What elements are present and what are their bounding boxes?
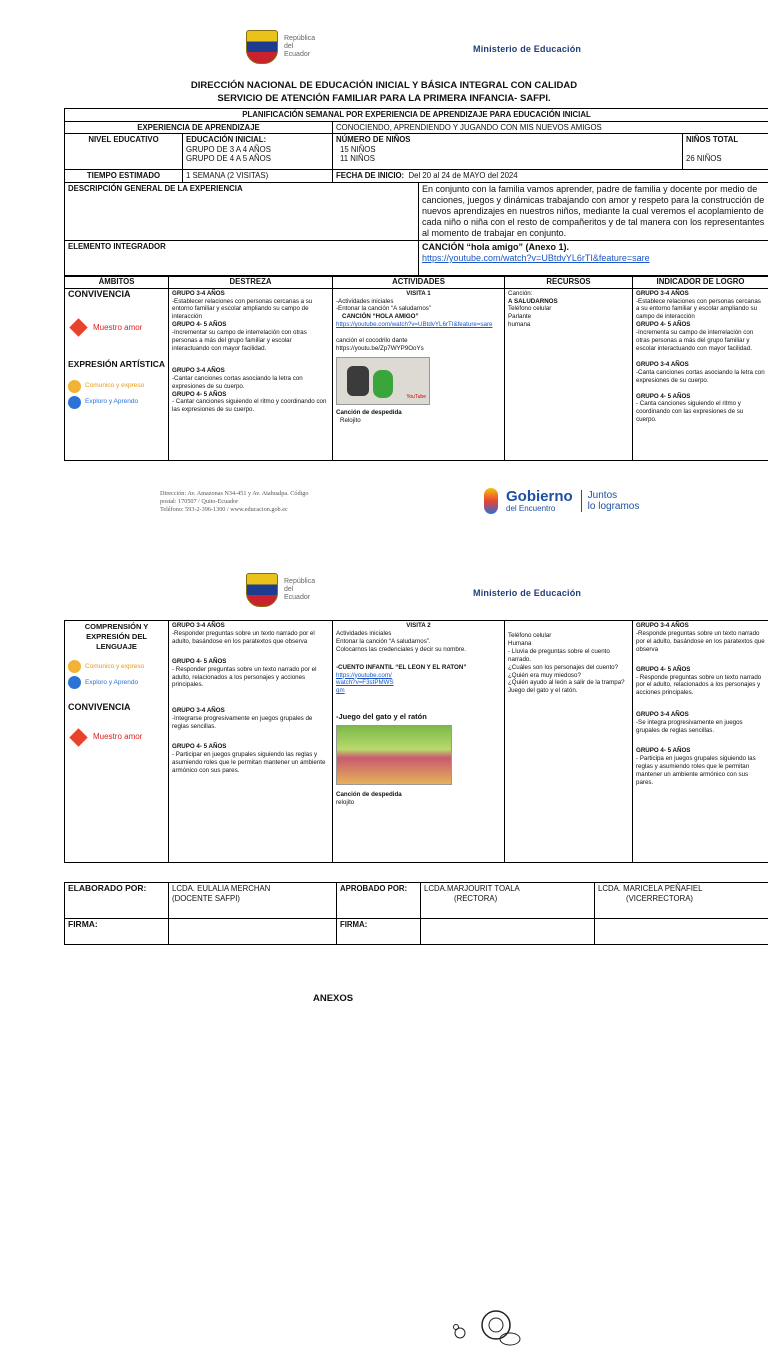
ind-h1: GRUPO 3-4 AÑOS (636, 290, 765, 298)
ministry-label: Ministerio de Educación (473, 44, 581, 54)
grupo45: GRUPO DE 4 A 5 AÑOS (186, 154, 329, 164)
aprob-label: APROBADO POR: (337, 883, 421, 919)
activities-table-2 (64, 620, 768, 863)
act-l2: -Entonar la canción “A saludarnos” (336, 305, 501, 313)
comunico-badge: Comunico y expreso (68, 380, 165, 393)
act2-l1: Actividades iniciales (336, 630, 501, 638)
act2-l6: Canción de despedida (336, 791, 501, 799)
edu-cell (183, 134, 333, 170)
ind-t4: - Canta canciones siguiendo el ritmo y coordinando con las expresiones de su cuerpo. (636, 400, 765, 424)
republic-label-2: República del Ecuador (284, 578, 320, 602)
ambito-lenguaje: COMPRENSIÓN Y EXPRESIÓN DEL LENGUAJE (68, 622, 165, 652)
ambito-convivencia-2: CONVIVENCIA (68, 703, 165, 713)
total-label: NIÑOS TOTAL (686, 135, 765, 145)
col-ambitos: ÁMBITOS (65, 276, 169, 289)
coat-of-arms-icon-2 (246, 573, 278, 607)
dest2-h3: GRUPO 3-4 AÑOS (172, 707, 329, 715)
ind2-t4: - Participa en juegos grupales siguiendo las reglas y asumiendo roles que le permitan mantener un ambiente armónico con sus pares. (636, 755, 765, 787)
act2-l7: relojito (336, 799, 501, 807)
ind2-t1: -Responde preguntas sobre un texto narrado por el adulto, basándose en los paratextos que observa (636, 630, 765, 654)
fecha-value: Del 20 al 24 de MAYO del 2024 (409, 171, 518, 180)
num-cell (333, 134, 683, 170)
act2-l4: -CUENTO INFANTIL “EL LEON Y EL RATON” (336, 664, 501, 672)
ambito-expresion: EXPRESIÓN ARTÍSTICA (68, 360, 165, 370)
dest-t3: -Cantar canciones cortas asociando la letra con expresiones de su cuerpo. (172, 375, 329, 391)
vice-role: (VICERRECTORA) (598, 894, 765, 904)
exp-value: CONOCIENDO, APRENDIENDO Y JUGANDO CON MIS NUEVOS AMIGOS (333, 121, 768, 134)
firma-field-1 (169, 919, 337, 945)
ambito-convivencia: CONVIVENCIA (68, 290, 165, 300)
elab-role: (DOCENTE SAFPI) (172, 894, 333, 904)
elab-label: ELABORADO POR: (65, 883, 169, 919)
fecha-cell (333, 170, 768, 183)
addr-1: Dirección: Av. Amazonas N34-451 y Av. Atahualpa. Código (160, 490, 308, 498)
rec2-3: - Lluvia de preguntas sobre el cuento narrado. (508, 648, 629, 664)
rec2-7: Juego del gato y el ratón. (508, 687, 629, 695)
vice-name: LCDA. MARICELA PEÑAFIEL (598, 884, 765, 894)
ambitos-cell-2 (65, 621, 169, 863)
act-l1: -Actividades iniciales (336, 298, 501, 306)
ind-t1: -Establece relaciones con personas cercanas a su entorno familiar y escolar ampliando su campo de interacción (636, 298, 765, 322)
ind-t2: -Incrementa su campo de interrelación con otras personas a más del grupo familiar y escolar interactuando con mayor facilidad. (636, 329, 765, 353)
elab-cell (169, 883, 337, 919)
num34: 15 NIÑOS (336, 145, 679, 155)
speech-icon (68, 380, 81, 393)
rec2-1: Teléfono celular (508, 632, 629, 640)
republic-label: República del Ecuador (284, 35, 320, 59)
crocodile-figure (373, 370, 393, 398)
rec-1: Canción: (508, 290, 629, 298)
destreza-cell (169, 288, 333, 460)
desc-label: DESCRIPCIÓN GENERAL DE LA EXPERIENCIA (65, 182, 419, 240)
gob-2: del Encuentro (506, 504, 573, 513)
col-actividades: ACTIVIDADES (333, 276, 505, 289)
indicador-cell-2 (633, 621, 768, 863)
game-image (336, 725, 452, 785)
vice-cell (595, 883, 768, 919)
total-value: 26 NIÑOS (686, 154, 765, 164)
dest2-h1: GRUPO 3-4 AÑOS (172, 622, 329, 630)
magnifier-icon (68, 396, 81, 409)
act-l5: Canción de despedida (336, 409, 501, 417)
ind-h4: GRUPO 4- 5 AÑOS (636, 393, 765, 401)
col-destreza: DESTREZA (169, 276, 333, 289)
nivel-label: NIVEL EDUCATIVO (65, 134, 183, 170)
anexos-heading: ANEXOS (313, 993, 353, 1004)
act2-l3: Colocarnos las credenciales y decir su nombre. (336, 646, 501, 654)
dest-h1: GRUPO 3-4 AÑOS (172, 290, 329, 298)
aprob-name: LCDA.MARJOURIT TOALA (424, 884, 591, 894)
coat-of-arms-icon (246, 30, 278, 64)
addr-3: Teléfono: 593-2-396-1300 / www.educacion.gob.ec (160, 506, 308, 514)
elem-link[interactable]: https://youtube.com/watch?v=UBtdvYL6rTI&feature=sare (422, 253, 765, 264)
signature-table (64, 882, 768, 945)
comunico-badge-2: Comunico y expreso (68, 660, 165, 673)
dest2-t4: - Participar en juegos grupales siguiendo las reglas y asumiendo roles que le permitan mantener un ambiente armónico con sus pares. (172, 751, 329, 775)
dest-t2: -Incrementar su campo de interrelación con otras personas a más del grupo familiar y escolar interactuando con mayor facilidad. (172, 329, 329, 353)
ind2-t2: - Responde preguntas sobre un texto narrado por el adulto, relacionados a los personajes y acciones principales. (636, 674, 765, 698)
dest-t1: -Establecer relaciones con personas cercanas a su entorno familiar y escolar ampliando su campo de interacción (172, 298, 329, 322)
act-l6: Relojito (336, 417, 501, 425)
ecuador-logo (246, 30, 320, 64)
video-thumbnail[interactable] (336, 357, 430, 405)
dest2-h4: GRUPO 4- 5 AÑOS (172, 743, 329, 751)
youtube-label: YouTube (406, 394, 426, 402)
desc-value: En conjunto con la familia vamos aprender, padre de familia y docente por medio de canciones, juegos y dinámicas trabajando con amor y respeto para la construcción de nuevos aprendizajes en nuestros niños, mediante la cual veremos el acoplamiento de cada niño o niña con el resto de compañeritos y de tal manera con los representantes al momento de trabajar en conjunto. (419, 182, 768, 240)
rec-2: A SALUDARNOS (508, 298, 629, 306)
elem-cell (419, 240, 768, 276)
ind2-h4: GRUPO 4- 5 AÑOS (636, 747, 765, 755)
dest-h2: GRUPO 4- 5 AÑOS (172, 321, 329, 329)
act-l3: CANCIÓN “HOLA AMIGO” (336, 313, 501, 321)
heart-diamond-icon (69, 318, 87, 336)
exploro-badge-2: Exploro y Aprendo (68, 676, 165, 689)
ind2-t3: -Se integra progresivamente en juegos grupales de reglas sencillas. (636, 719, 765, 735)
destreza-cell-2 (169, 621, 333, 863)
rec2-4: ¿Cuáles son los personajes del cuento? (508, 664, 629, 672)
ind2-h1: GRUPO 3-4 AÑOS (636, 622, 765, 630)
ind-h2: GRUPO 4- 5 AÑOS (636, 321, 765, 329)
ind2-h3: GRUPO 3-4 AÑOS (636, 711, 765, 719)
dest2-t3: -Integrarse progresivamente en juegos grupales de reglas sencillas. (172, 715, 329, 731)
aprob-role: (RECTORA) (424, 894, 591, 904)
col-recursos: RECURSOS (505, 276, 633, 289)
ind-t3: -Canta canciones cortas asociando la letra con expresiones de su cuerpo. (636, 369, 765, 385)
ambitos-cell (65, 288, 169, 460)
edu-label: EDUCACIÓN INICIAL: (186, 135, 329, 145)
elem-value: CANCIÓN “hola amigo” (Anexo 1). (422, 242, 765, 253)
num45: 11 NIÑOS (336, 154, 679, 164)
footer-address (160, 490, 308, 514)
rec-3: Teléfono celular (508, 305, 629, 313)
act-link1[interactable]: https://youtube.com/watch?v=UBtdvYL6rTI&feature=sare (336, 321, 501, 329)
actividades-cell (333, 288, 505, 460)
recursos-cell-2 (505, 621, 633, 863)
firma-label-1: FIRMA: (65, 919, 169, 945)
gobierno-sun-icon (484, 488, 498, 514)
magnifier-icon-2 (68, 676, 81, 689)
plan-heading: PLANIFICACIÓN SEMANAL POR EXPERIENCIA DE APRENDIZAJE PARA EDUCACIÓN INICIAL (65, 109, 768, 122)
firma-field-2 (421, 919, 595, 945)
actividades-cell-2 (333, 621, 505, 863)
title-line-1: DIRECCIÓN NACIONAL DE EDUCACIÓN INICIAL Y BÁSICA INTEGRAL CON CALIDAD (0, 80, 768, 91)
title-line-2: SERVICIO DE ATENCIÓN FAMILIAR PARA LA PRIMERA INFANCIA- SAFPI. (0, 93, 768, 104)
person-figure (347, 366, 369, 396)
ministry-label-2: Ministerio de Educación (473, 588, 581, 598)
indicador-cell (633, 288, 768, 460)
muestro-amor-badge: Muestro amor (68, 317, 165, 338)
elem-label: ELEMENTO INTEGRADOR (65, 240, 419, 276)
recursos-cell (505, 288, 633, 460)
act2-l5: -Juego del gato y el ratón (336, 713, 501, 721)
firma-field-3 (595, 919, 768, 945)
activities-table-1 (64, 275, 768, 461)
dest2-t2: - Responder preguntas sobre un texto narrado por el adulto, relacionados a los personajes y acciones principales. (172, 666, 329, 690)
act-link2[interactable]: https://youtu.be/Zp7WYP9OoYs (336, 345, 501, 353)
plan-info-table (64, 108, 768, 277)
rec2-5: ¿Quién era muy miedoso? (508, 672, 629, 680)
grupo34: GRUPO DE 3 A 4 AÑOS (186, 145, 329, 155)
total-cell (683, 134, 768, 170)
rec-5: humana (508, 321, 629, 329)
num-label: NÚMERO DE NIÑOS (336, 135, 679, 145)
tiempo-value: 1 SEMANA (2 VISITAS) (183, 170, 333, 183)
firma-label-2: FIRMA: (337, 919, 421, 945)
juntos-1: Juntos (588, 490, 640, 501)
addr-2: postal: 170507 / Quito-Ecuador (160, 498, 308, 506)
heart-diamond-icon-2 (69, 728, 87, 746)
aprob-cell (421, 883, 595, 919)
muestro-amor-badge-2: Muestro amor (68, 727, 165, 748)
dest2-t1: -Responder preguntas sobre un texto narrado por el adulto, basándose en los paratextos que observa (172, 630, 329, 646)
ind2-h2: GRUPO 4- 5 AÑOS (636, 666, 765, 674)
ecuador-logo-2 (246, 573, 320, 607)
rec-4: Parlante (508, 313, 629, 321)
tiempo-label: TIEMPO ESTIMADO (65, 170, 183, 183)
visita-1: VISITA 1 (336, 290, 501, 298)
dest-t4: - Cantar canciones siguiendo el ritmo y coordinando con las expresiones de su cuerpo. (172, 398, 329, 414)
gob-1: Gobierno (506, 489, 573, 504)
fecha-label: FECHA DE INICIO: (336, 171, 404, 180)
dest2-h2: GRUPO 4- 5 AÑOS (172, 658, 329, 666)
act2-link1[interactable]: https://youtube.com/watch?v=F3stPMWSqm (336, 672, 396, 696)
dest-h3: GRUPO 3-4 AÑOS (172, 367, 329, 375)
dest-h4: GRUPO 4- 5 AÑOS (172, 391, 329, 399)
ind-h3: GRUPO 3-4 AÑOS (636, 361, 765, 369)
exploro-badge: Exploro y Aprendo (68, 396, 165, 409)
gobierno-logo (484, 488, 639, 514)
juntos-2: lo logramos (588, 501, 640, 512)
act-l4: canción el cocodrilo dante (336, 337, 501, 345)
act2-l2: Entonar la canción “A saludarnos”. (336, 638, 501, 646)
elab-name: LCDA. EULALIA MERCHAN (172, 884, 333, 894)
col-indicador: INDICADOR DE LOGRO (633, 276, 768, 289)
rec2-2: Humana (508, 640, 629, 648)
rec2-6: ¿Quién ayudo al león a salir de la trampa? (508, 679, 629, 687)
visita-2: VISITA 2 (336, 622, 501, 630)
exp-label: EXPERIENCIA DE APRENDIZAJE (65, 121, 333, 134)
speech-icon-2 (68, 660, 81, 673)
